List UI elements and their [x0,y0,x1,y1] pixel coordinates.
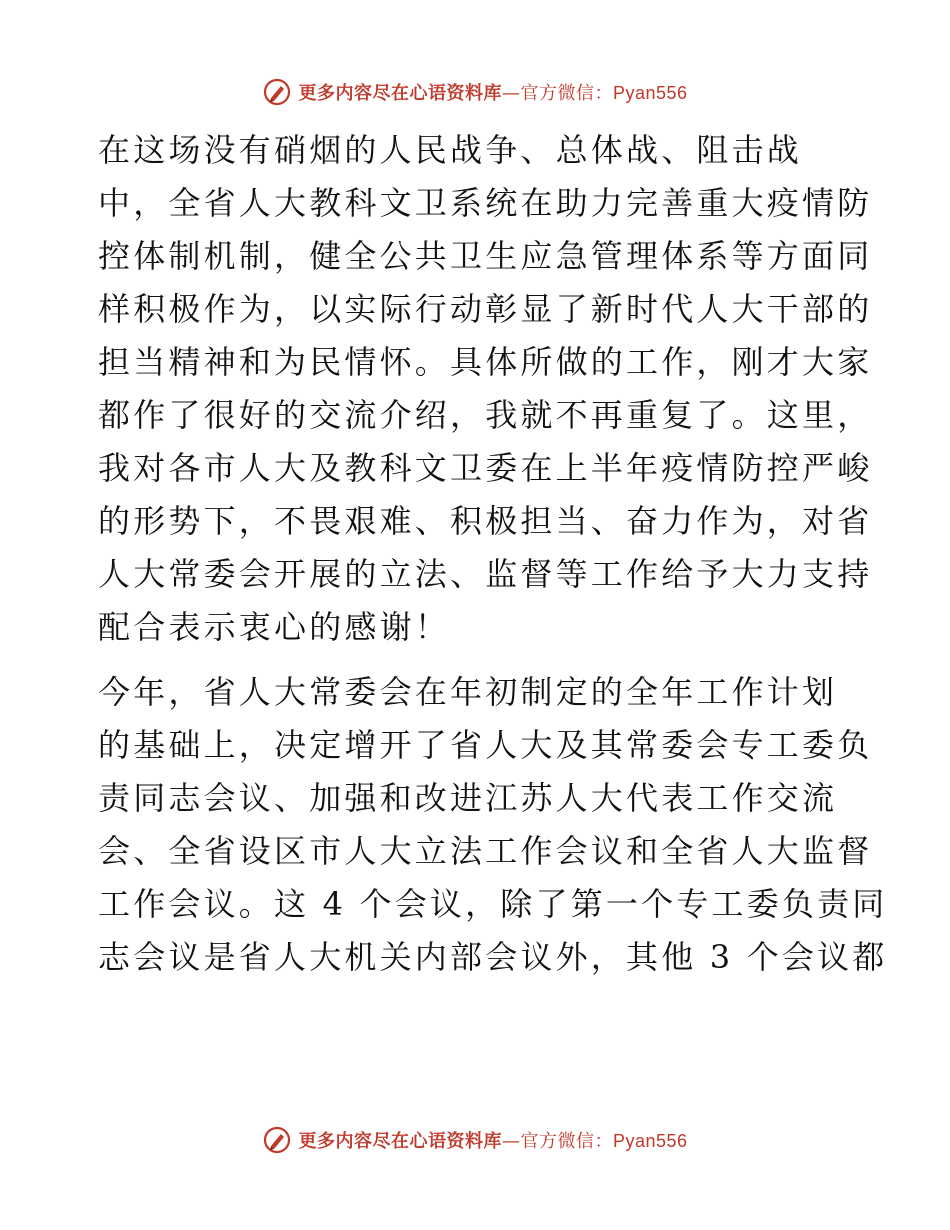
paragraph-2-line: 工作会议。这 4 个会议，除了第一个专工委负责同 [98,885,888,923]
header-library-text: 更多内容尽在心语资料库 [298,83,502,104]
page-footer [0,1120,950,1160]
paragraph-2-line: 志会议是省人大机关内部会议外，其他 3 个会议都 [98,938,888,976]
paragraph-2-line: 今年，省人大常委会在年初制定的全年工作计划 [98,673,838,711]
footer-wechat-label: 官方微信： [520,1131,613,1152]
paragraph-2-line: 责同志会议、加强和改进江苏人大代表工作交流 [98,779,838,817]
paragraph-2-line: 的基础上，决定增开了省人大及其常委会专工委负 [98,726,873,764]
header-dash: — [501,83,521,104]
paragraph-1-line: 在这场没有硝烟的人民战争、总体战、阻击战 [98,131,803,169]
paragraph-1-line: 人大常委会开展的立法、监督等工作给予大力支持 [98,555,873,593]
header-wechat-label: 官方微信： [520,83,613,104]
header-banner [262,77,687,107]
footer-text [298,1127,687,1153]
document-body [98,124,888,984]
paragraph-2 [98,666,888,984]
footer-banner [262,1125,687,1155]
footer-wechat-id: Pyan556 [612,1131,688,1151]
paragraph-1-line: 配合表示衷心的感谢！ [98,608,451,646]
paragraph-1-line: 担当精神和为民情怀。具体所做的工作，刚才大家 [98,343,873,381]
page-header [0,72,950,112]
paragraph-1-line: 我对各市人大及教科文卫委在上半年疫情防控严峻 [98,449,873,487]
paragraph-1-line: 中，全省人大教科文卫系统在助力完善重大疫情防 [98,184,873,222]
paragraph-1-line: 样积极作为，以实际行动彰显了新时代人大干部的 [98,290,873,328]
paragraph-1 [98,124,873,654]
paragraph-1-line: 的形势下，不畏艰难、积极担当、奋力作为，对省 [98,502,873,540]
footer-dash: — [501,1131,521,1152]
header-text [298,79,687,105]
paragraph-1-line: 都作了很好的交流介绍，我就不再重复了。这里， [98,396,873,434]
pen-logo-icon [262,1125,292,1155]
paragraph-1-line: 控体制机制，健全公共卫生应急管理体系等方面同 [98,237,873,275]
footer-library-text: 更多内容尽在心语资料库 [298,1131,502,1152]
header-wechat-id: Pyan556 [612,83,688,103]
pen-logo-icon [262,77,292,107]
paragraph-2-line: 会、全省设区市人大立法工作会议和全省人大监督 [98,832,873,870]
